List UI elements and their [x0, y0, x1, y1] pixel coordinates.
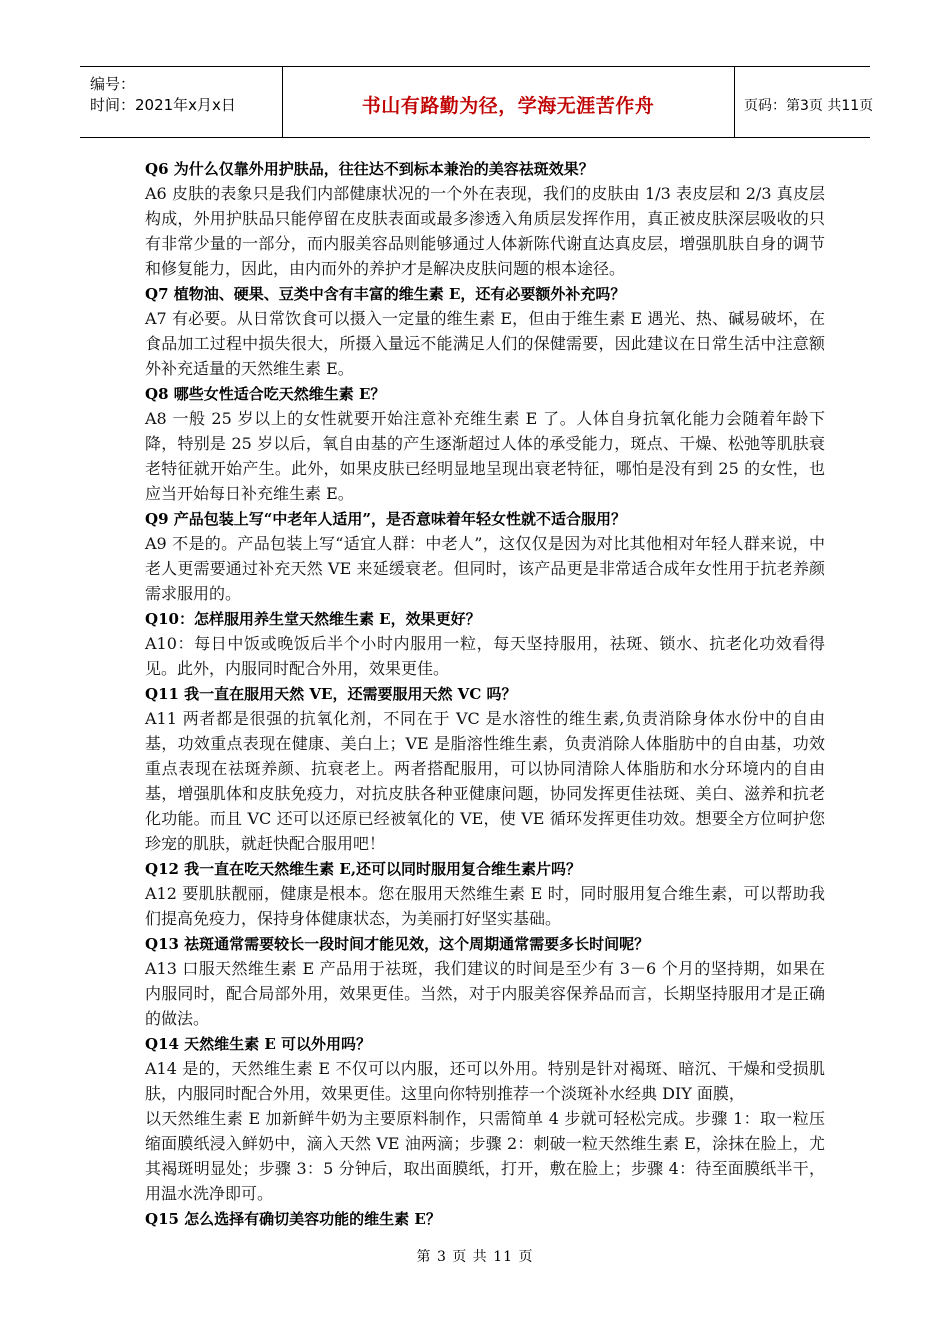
answer-paragraph: A14 是的，天然维生素 E 不仅可以内服，还可以外用。特别是针对褐斑、暗沉、干燥和受损肌肤，内服同时配合外用，效果更佳。这里向你特别推荐一个淡斑补水经典 DIY 面膜，: [145, 1059, 825, 1103]
question: Q6 为什么仅靠外用护肤品，往往达不到标本兼治的美容祛斑效果？: [145, 160, 594, 178]
answer: [145, 306, 825, 381]
answer: [145, 956, 825, 1031]
answer-paragraph: A9 不是的。产品包装上写“适宜人群：中老人”，这仅仅是因为对比其他相对年轻人群来说，中老人更需要通过补充天然 VE 来延缓衰老。但同时，该产品更是非常适合成年女性用于抗老养颜需求服用的。: [145, 534, 825, 603]
question: Q13 祛斑通常需要较长一段时间才能见效，这个周期通常需要多长时间呢？: [145, 935, 650, 953]
answer: [145, 706, 825, 856]
answer-paragraph: A6 皮肤的表象只是我们内部健康状况的一个外在表现，我们的皮肤由 1/3 表皮层和 2/3 真皮层构成，外用护肤品只能停留在皮肤表面或最多渗透入角质层发挥作用，真正被皮肤深层吸收的只有非常少量的一部分，而内服美容品则能够通过人体新陈代谢直达真皮层，增强肌肤自身的调节和修复能力，因此，由内而外的养护才是解决皮肤问题的根本途径。: [145, 184, 825, 278]
question: Q11 我一直在服用天然 VE，还需要服用天然 VC 吗？: [145, 685, 517, 703]
header-motto-cell: [282, 67, 735, 137]
answer: [145, 881, 825, 931]
question: Q8 哪些女性适合吃天然维生素 E？: [145, 385, 386, 403]
answer-paragraph: A13 口服天然维生素 E 产品用于祛斑，我们建议的时间是至少有 3－6 个月的坚持期，如果在内服同时，配合局部外用，效果更佳。当然，对于内服美容保养品而言，长期坚持服用才是正确的做法。: [145, 959, 825, 1028]
question: Q15 怎么选择有确切美容功能的维生素 E？: [145, 1210, 441, 1228]
answer-paragraph: A7 有必要。从日常饮食可以摄入一定量的维生素 E，但由于维生素 E 遇光、热、碱易破坏，在食品加工过程中损失很大，所摄入量远不能满足人们的保健需要，因此建议在日常生活中注意额外补充适量的天然维生素 E。: [145, 309, 825, 378]
answer: [145, 406, 825, 506]
number-label: 编号：: [90, 75, 136, 93]
answer: [145, 531, 825, 606]
answer: [145, 181, 825, 281]
question: Q9 产品包装上写“中老年人适用”，是否意味着年轻女性就不适合服用？: [145, 510, 626, 528]
answer-paragraph: A11 两者都是很强的抗氧化剂，不同在于 VC 是水溶性的维生素,负责消除身体水份中的自由基，功效重点表现在健康、美白上；VE 是脂溶性维生素，负责消除人体脂肪中的自由基，功效重点表现在祛斑养颜、抗衰老上。两者搭配服用，可以协同清除人体脂肪和水分环境内的自由基，增强肌体和皮肤免疫力，对抗皮肤各种亚健康问题，协同发挥更佳祛斑、美白、滋养和抗老化功能。而且 VC 还可以还原已经被氧化的 VE，使 VE 循环发挥更佳功效。想要全方位呵护您珍宠的肌肤，就赶快配合服用吧！: [145, 709, 825, 853]
question: Q14 天然维生素 E 可以外用吗？: [145, 1035, 372, 1053]
answer-paragraph: A12 要肌肤靓丽，健康是根本。您在服用天然维生素 E 时，同时服用复合维生素，可以帮助我们提高免疫力，保持身体健康状态，为美丽打好坚实基础。: [145, 884, 825, 928]
answer-paragraph: 以天然维生素 E 加新鲜牛奶为主要原料制作，只需简单 4 步就可轻松完成。步骤 1：取一粒压缩面膜纸浸入鲜奶中，滴入天然 VE 油两滴；步骤 2：刺破一粒天然维生素 E，涂抹在脸上，尤其褐斑明显处；步骤 3：5 分钟后，取出面膜纸，打开，敷在脸上；步骤 4：待至面膜纸半干，用温水洗净即可。: [145, 1109, 825, 1203]
answer: [145, 1056, 825, 1206]
answer: [145, 631, 825, 681]
header-motto: 书山有路勤为径，学海无涯苦作舟: [361, 95, 655, 117]
header-page-cell: [734, 67, 874, 137]
question: Q7 植物油、硬果、豆类中含有丰富的维生素 E，还有必要额外补充吗？: [145, 285, 626, 303]
page-header: [80, 66, 874, 138]
question: Q12 我一直在吃天然维生素 E,还可以同时服用复合维生素片吗？: [145, 860, 582, 878]
page-number-label: 页码：第3页 共11页: [744, 98, 874, 114]
qa-content: [145, 156, 825, 1231]
answer-paragraph: A10：每日中饭或晚饭后半个小时内服用一粒，每天坚持服用，祛斑、锁水、抗老化功效看得见。此外，内服同时配合外用，效果更佳。: [145, 634, 825, 678]
question: Q10：怎样服用养生堂天然维生素 E，效果更好？: [145, 610, 481, 628]
date-label: 时间：2021年x月x日: [90, 96, 236, 114]
header-meta: [80, 67, 283, 137]
answer-paragraph: A8 一般 25 岁以上的女性就要开始注意补充维生素 E 了。人体自身抗氧化能力会随着年龄下降，特别是 25 岁以后，氧自由基的产生逐渐超过人体的承受能力，斑点、干燥、松弛等肌肤衰老特征就开始产生。此外，如果皮肤已经明显地呈现出衰老特征，哪怕是没有到 25 的女性，也应当开始每日补充维生素 E。: [145, 409, 825, 503]
page-footer: 第 3 页 共 11 页: [416, 1249, 534, 1265]
